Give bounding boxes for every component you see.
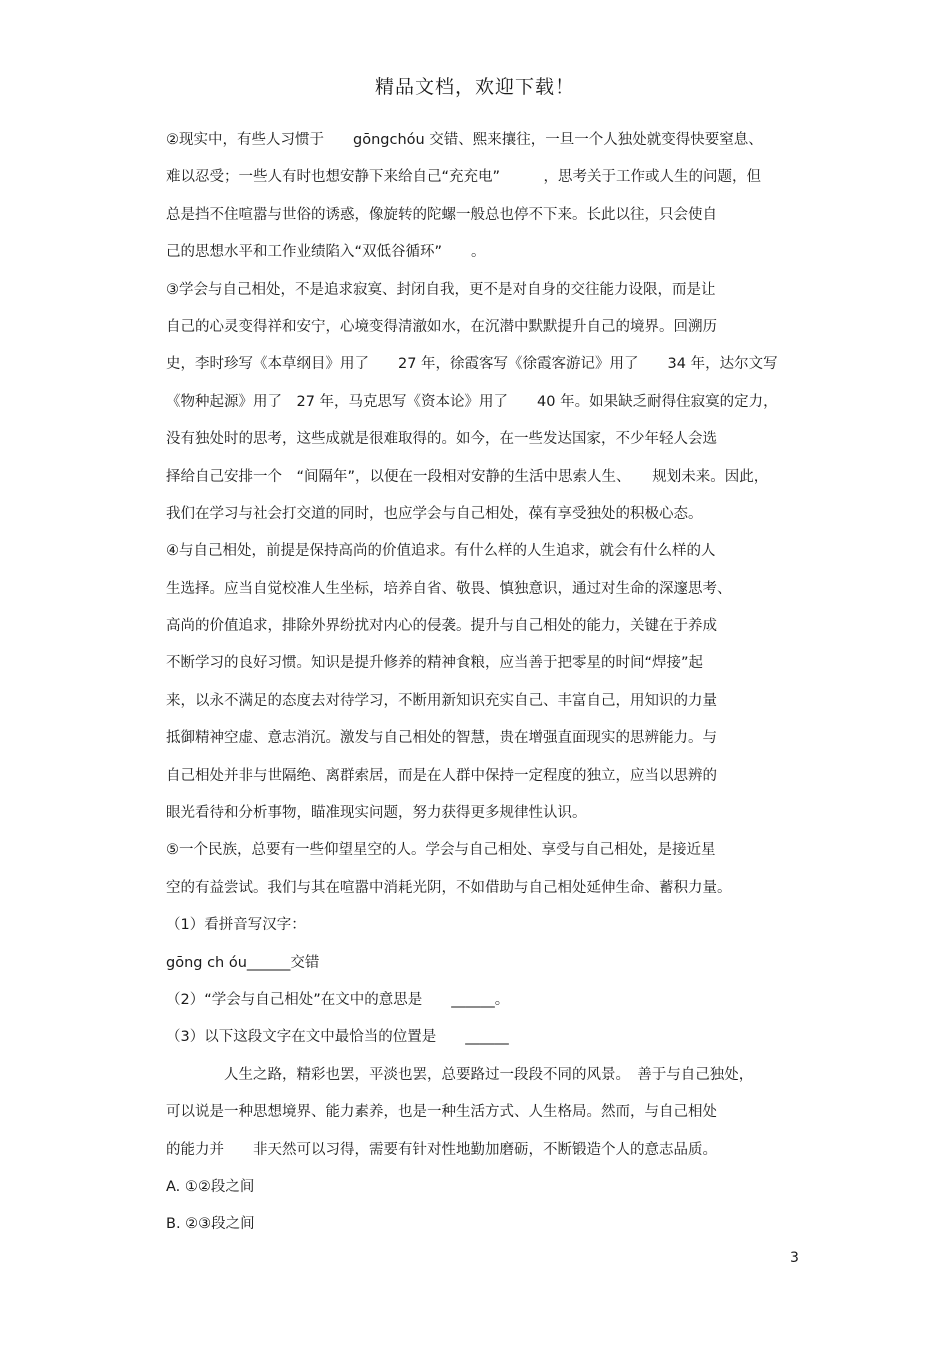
text-line: 空的有益尝试。我们与其在喧嚣中消耗光阴，不如借助与自己相处延伸生命、蓄积力量。: [166, 879, 732, 896]
text-line: 《物种起源》用了 27 年，马克思写《资本论》用了 40 年。如果缺乏耐得住寂寞的定力，: [166, 393, 778, 410]
text-line: 眼光看待和分析事物，瞄准现实问题，努力获得更多规律性认识。: [166, 805, 587, 822]
text-line: 高尚的价值追求，排除外界纷扰对内心的侵袭。提升与自己相处的能力，关键在于养成: [166, 618, 717, 635]
text-line: 史，李时珍写《本草纲目》用了 27 年，徐霞客写《徐霞客游记》用了 34 年，达尔文写: [166, 356, 778, 373]
text-line: 总是挡不住喧嚣与世俗的诱惑，像旋转的陀螺一般总也停不下来。长此以往，只会使自: [166, 206, 717, 223]
text-line: 我们在学习与社会打交道的同时，也应学会与自己相处，葆有享受独处的积极心态。: [166, 505, 703, 522]
text-line: ③学会与自己相处，不是追求寂寞、封闭自我，更不是对自身的交往能力设限，而是让: [166, 281, 716, 298]
text-line: 不断学习的良好习惯。知识是提升修养的精神食粮，应当善于把零星的时间“焊接”起: [166, 655, 704, 672]
text-line: ⑤一个民族，总要有一些仰望星空的人。学会与自己相处、享受与自己相处，是接近星: [166, 842, 716, 859]
question-line: （1）看拼音写汉字：: [166, 917, 306, 934]
text-line: 择给自己安排一个 “间隔年”，以便在一段相对安静的生活中思索人生、 规划未来。因此，: [166, 468, 769, 485]
text-line: ④与自己相处，前提是保持高尚的价值追求。有什么样的人生追求，就会有什么样的人: [166, 543, 716, 560]
text-line: 难以忍受；一些人有时也想安静下来给自己“充充电” ，思考关于工作或人生的问题，但: [166, 169, 762, 186]
text-line: 没有独处时的思考，这些成就是很难取得的。如今，在一些发达国家，不少年轻人会选: [166, 431, 717, 448]
text-line: 可以说是一种思想境界、能力素养，也是一种生活方式、人生格局。然而，与自己相处: [166, 1104, 717, 1121]
answer-option: A. ①②段之间: [166, 1178, 255, 1195]
answer-option: B. ②③段之间: [166, 1216, 255, 1233]
text-line: 自己相处并非与世隔绝、离群索居，而是在人群中保持一定程度的独立，应当以思辨的: [166, 767, 717, 784]
text-line: ②现实中，有些人习惯于 gōngchóu 交错、熙来攘往，一旦一个人独处就变得快要窒息、: [166, 132, 763, 148]
text-line: 抵御精神空虚、意志消沉。激发与自己相处的智慧，贵在增强直面现实的思辨能力。与: [166, 730, 717, 747]
document-body: [166, 122, 816, 1244]
question-line: （2）“学会与自己相处”在文中的意思是 ______。: [166, 991, 510, 1008]
page-header: 精品文档，欢迎下载！: [374, 76, 575, 98]
question-line: （3）以下这段文字在文中最恰当的位置是 ______: [166, 1029, 509, 1046]
text-line: 生选择。应当自觉校准人生坐标，培养自省、敬畏、慎独意识，通过对生命的深邃思考、: [166, 580, 732, 597]
text-line: 来，以永不满足的态度去对待学习，不断用新知识充实自己、丰富自己，用知识的力量: [166, 692, 717, 709]
text-line: 的能力并 非天然可以习得，需要有针对性地勤加磨砺，不断锻造个人的意志品质。: [166, 1141, 717, 1158]
text-line: 自己的心灵变得祥和安宁，心境变得清澈如水，在沉潜中默默提升自己的境界。回溯历: [166, 318, 717, 335]
text-line: 人生之路，精彩也罢，平淡也罢，总要路过一段段不同的风景。 善于与自己独处，: [166, 1066, 754, 1083]
text-line: 己的思想水平和工作业绩陷入“双低谷循环” 。: [166, 244, 486, 261]
page-number: 3: [790, 1250, 799, 1266]
question-line: gōng ch óu______交错: [166, 954, 320, 971]
